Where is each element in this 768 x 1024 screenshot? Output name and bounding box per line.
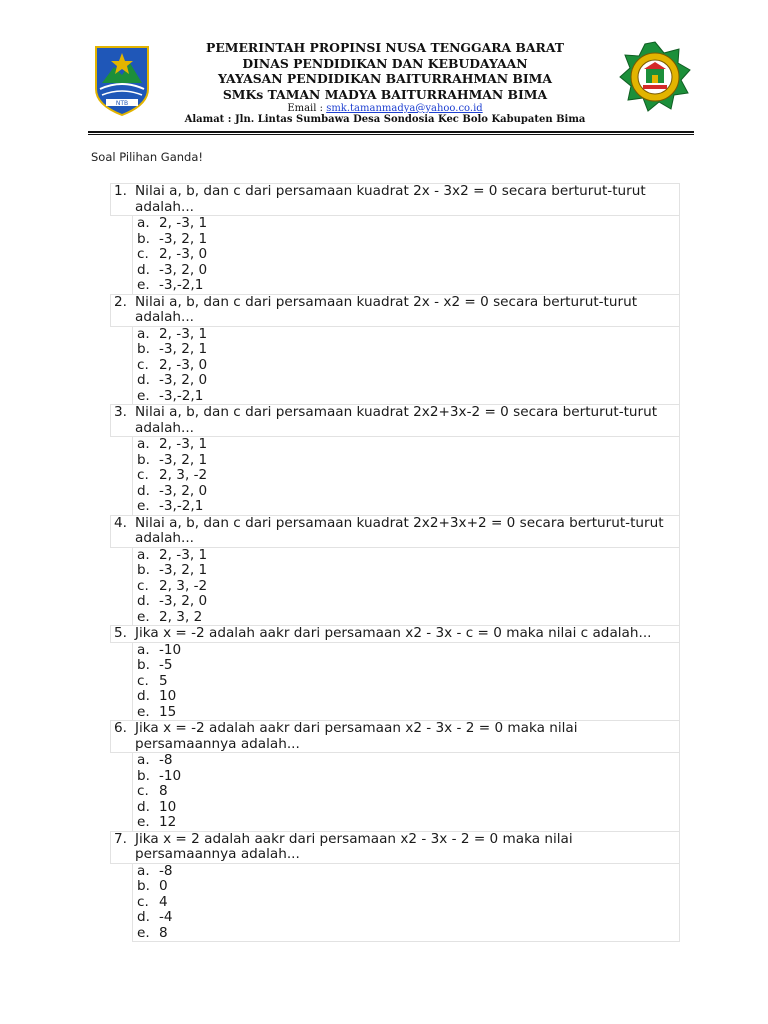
option-value: 2, -3, 1 <box>159 546 208 563</box>
header-line-3: YAYASAN PENDIDIKAN BAITURRAHMAN BIMA <box>218 71 552 86</box>
answer-option[interactable] <box>133 864 679 880</box>
option-list <box>132 327 680 405</box>
option-value: 5 <box>159 672 168 689</box>
option-value: -3, 2, 1 <box>159 341 208 357</box>
option-letter: e. <box>137 608 150 625</box>
option-letter: e. <box>137 277 150 293</box>
answer-option[interactable] <box>133 594 679 610</box>
answer-option[interactable] <box>133 358 679 374</box>
option-value: 2, -3, 1 <box>159 325 208 342</box>
option-letter: a. <box>137 641 150 658</box>
question-item <box>110 831 680 943</box>
answer-option[interactable] <box>133 643 679 659</box>
option-letter: b. <box>137 767 150 784</box>
option-value: -3, 2, 1 <box>159 230 208 247</box>
question-text: Nilai a, b, dan c dari persamaan kuadrat 2x2+3x-2 = 0 secara berturut-turut adalah... <box>135 404 658 436</box>
answer-option[interactable] <box>133 548 679 564</box>
option-letter: a. <box>137 436 150 452</box>
question-stem <box>110 831 680 864</box>
option-letter: c. <box>137 467 149 483</box>
answer-option[interactable] <box>133 879 679 895</box>
question-stem <box>110 720 680 753</box>
option-value: -8 <box>159 862 173 879</box>
answer-option[interactable] <box>133 278 679 294</box>
option-value: -4 <box>159 909 173 925</box>
answer-option[interactable] <box>133 342 679 358</box>
option-value: -3, 2, 0 <box>159 261 208 278</box>
answer-option[interactable] <box>133 216 679 232</box>
answer-option[interactable] <box>133 327 679 343</box>
answer-option[interactable] <box>133 563 679 579</box>
option-value: -3, 2, 1 <box>159 451 208 468</box>
question-number: 6. <box>114 720 127 736</box>
option-list <box>132 216 680 294</box>
option-letter: a. <box>137 325 150 342</box>
option-value: 2, -3, 0 <box>159 246 208 262</box>
header-line-1: PEMERINTAH PROPINSI NUSA TENGGARA BARAT <box>206 40 564 55</box>
answer-option[interactable] <box>133 610 679 626</box>
option-letter: e. <box>137 814 150 830</box>
email-link[interactable]: smk.tamanmadya@yahoo.co.id <box>326 103 483 114</box>
option-value: -3,-2,1 <box>159 387 204 404</box>
option-value: 8 <box>159 783 168 799</box>
ntb-province-logo <box>92 43 152 117</box>
option-letter: e. <box>137 387 150 404</box>
logo-text: NTB <box>115 100 129 107</box>
option-value: 10 <box>159 798 177 815</box>
answer-option[interactable] <box>133 800 679 816</box>
question-item <box>110 404 680 515</box>
option-value: 2, 3, -2 <box>159 467 208 483</box>
answer-option[interactable] <box>133 895 679 911</box>
question-text: Jika x = -2 adalah aakr dari persamaan x2 - 3x - c = 0 maka nilai c adalah... <box>135 625 652 641</box>
option-value: 12 <box>159 814 177 830</box>
option-letter: c. <box>137 893 149 910</box>
answer-option[interactable] <box>133 499 679 515</box>
question-text: Jika x = -2 adalah aakr dari persamaan x2 - 3x - 2 = 0 maka nilai persamaannya adalah... <box>135 720 578 752</box>
option-letter: b. <box>137 562 150 578</box>
option-letter: a. <box>137 546 150 563</box>
header-rule-thin <box>88 134 694 135</box>
option-value: 15 <box>159 703 177 720</box>
answer-option[interactable] <box>133 579 679 595</box>
option-value: -3, 2, 0 <box>159 482 208 499</box>
option-letter: b. <box>137 341 150 357</box>
option-letter: b. <box>137 657 150 673</box>
letterhead <box>0 0 768 140</box>
option-value: 4 <box>159 893 168 910</box>
option-letter: b. <box>137 878 150 894</box>
option-value: 2, -3, 1 <box>159 215 208 231</box>
option-list <box>132 437 680 515</box>
answer-option[interactable] <box>133 453 679 469</box>
option-letter: d. <box>137 372 150 388</box>
question-stem <box>110 183 680 216</box>
address: Alamat : Jln. Lintas Sumbawa Desa Sondosia Kec Bolo Kabupaten Bima <box>184 114 586 125</box>
school-emblem <box>618 40 692 114</box>
option-letter: e. <box>137 498 150 514</box>
header-line-4: SMKs TAMAN MADYA BAITURRAHMAN BIMA <box>222 86 548 102</box>
option-value: -3, 2, 0 <box>159 593 208 609</box>
section-title: Soal Pilihan Ganda! <box>91 150 203 164</box>
option-letter: d. <box>137 688 150 704</box>
answer-option[interactable] <box>133 263 679 279</box>
option-value: 10 <box>159 688 177 704</box>
option-letter: a. <box>137 862 150 879</box>
option-value: -10 <box>159 641 182 658</box>
question-stem <box>110 404 680 437</box>
question-stem <box>110 625 680 643</box>
answer-option[interactable] <box>133 910 679 926</box>
answer-option[interactable] <box>133 484 679 500</box>
answer-option[interactable] <box>133 753 679 769</box>
option-list <box>132 643 680 721</box>
option-letter: d. <box>137 482 150 499</box>
header-line-2: DINAS PENDIDIKAN DAN KEBUDAYAAN <box>242 55 528 71</box>
option-letter: e. <box>137 703 150 720</box>
email-label: Email : <box>287 103 327 114</box>
option-letter: a. <box>137 215 150 231</box>
question-text: Nilai a, b, dan c dari persamaan kuadrat 2x2+3x+2 = 0 secara berturut-turut adalah... <box>135 514 664 546</box>
question-number: 5. <box>114 625 127 641</box>
question-item <box>110 720 680 831</box>
answer-option[interactable] <box>133 232 679 248</box>
answer-option[interactable] <box>133 373 679 389</box>
question-text: Nilai a, b, dan c dari persamaan kuadrat 2x - x2 = 0 secara berturut-turut adalah... <box>135 293 638 325</box>
option-value: -8 <box>159 752 173 768</box>
answer-option[interactable] <box>133 926 679 942</box>
question-text: Nilai a, b, dan c dari persamaan kuadrat 2x - 3x2 = 0 secara berturut-turut adalah... <box>135 183 646 215</box>
answer-option[interactable] <box>133 247 679 263</box>
answer-option[interactable] <box>133 769 679 785</box>
question-item <box>110 515 680 626</box>
answer-option[interactable] <box>133 658 679 674</box>
question-item <box>110 625 680 720</box>
option-letter: c. <box>137 672 149 689</box>
option-value: 0 <box>159 878 168 894</box>
option-letter: b. <box>137 451 150 468</box>
option-value: 2, -3, 0 <box>159 356 208 373</box>
answer-option[interactable] <box>133 705 679 721</box>
answer-option[interactable] <box>133 689 679 705</box>
option-value: 2, 3, -2 <box>159 577 208 594</box>
question-number: 2. <box>114 293 127 310</box>
question-list <box>110 183 680 942</box>
option-letter: d. <box>137 593 150 609</box>
answer-option[interactable] <box>133 815 679 831</box>
option-letter: b. <box>137 230 150 247</box>
option-value: -3,-2,1 <box>159 498 204 514</box>
header-rule-thick <box>88 131 694 133</box>
question-number: 7. <box>114 830 127 847</box>
option-list <box>132 864 680 943</box>
question-item <box>110 183 680 294</box>
option-value: -3,-2,1 <box>159 277 204 293</box>
option-letter: c. <box>137 246 149 262</box>
option-letter: d. <box>137 798 150 815</box>
option-letter: a. <box>137 752 150 768</box>
option-value: 8 <box>159 924 168 941</box>
option-value: -5 <box>159 657 173 673</box>
option-letter: d. <box>137 261 150 278</box>
option-value: 2, 3, 2 <box>159 608 203 625</box>
question-number: 4. <box>114 514 127 531</box>
question-stem <box>110 515 680 548</box>
option-value: -3, 2, 1 <box>159 562 208 578</box>
option-value: -3, 2, 0 <box>159 372 208 388</box>
question-item <box>110 294 680 405</box>
answer-option[interactable] <box>133 389 679 405</box>
option-letter: e. <box>137 924 150 941</box>
answer-option[interactable] <box>133 437 679 453</box>
question-text: Jika x = 2 adalah aakr dari persamaan x2 - 3x - 2 = 0 maka nilai persamaannya adalah... <box>135 830 573 862</box>
question-number: 1. <box>114 183 127 199</box>
option-value: -10 <box>159 767 182 784</box>
option-list <box>132 753 680 831</box>
option-letter: c. <box>137 577 149 594</box>
answer-option[interactable] <box>133 468 679 484</box>
question-number: 3. <box>114 404 127 420</box>
option-letter: c. <box>137 356 149 373</box>
option-letter: c. <box>137 783 149 799</box>
option-value: 2, -3, 1 <box>159 436 208 452</box>
option-letter: d. <box>137 909 150 925</box>
answer-option[interactable] <box>133 674 679 690</box>
answer-option[interactable] <box>133 784 679 800</box>
question-stem <box>110 294 680 327</box>
option-list <box>132 548 680 626</box>
